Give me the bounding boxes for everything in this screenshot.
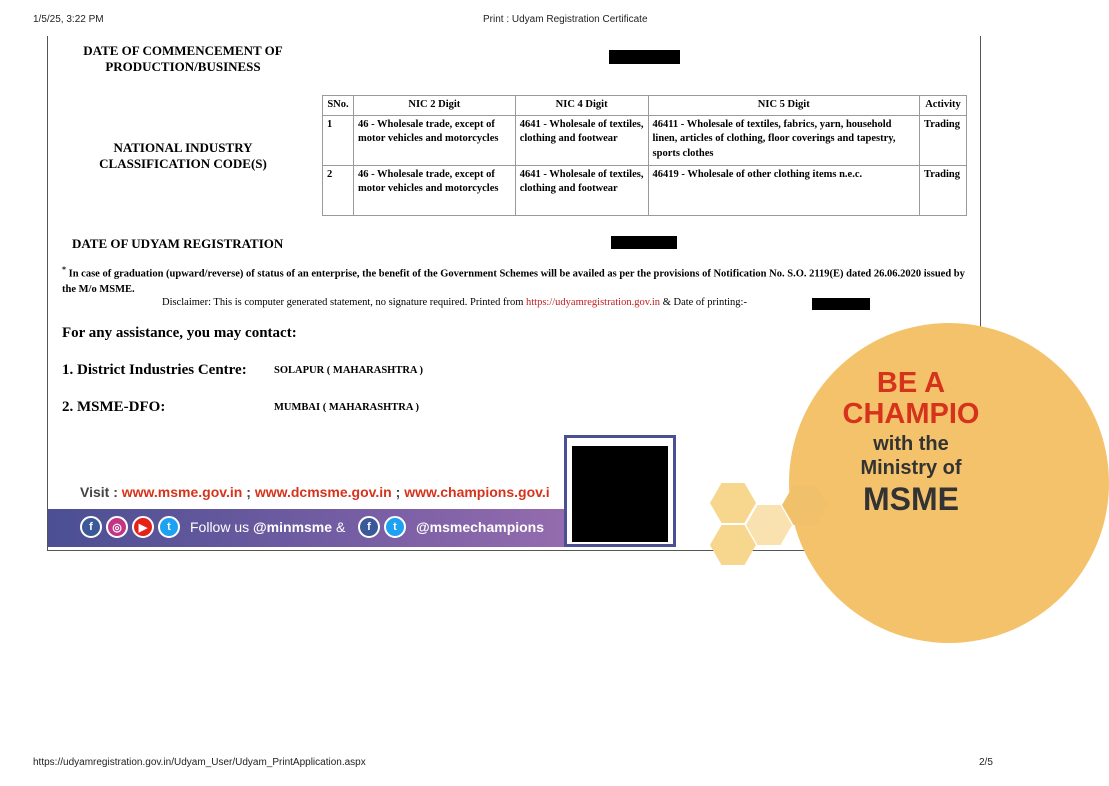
dcmsme-site-link[interactable]: www.dcmsme.gov.in bbox=[254, 484, 392, 500]
redacted-print-date bbox=[812, 298, 870, 310]
udyam-link[interactable]: https://udyamregistration.gov.in bbox=[526, 297, 661, 308]
disclaimer-text: Disclaimer: This is computer generated statement, no signature required. Printed from bbox=[162, 297, 524, 308]
cell-nic5: 46419 - Wholesale of other clothing items n.e.c. bbox=[648, 165, 919, 215]
commencement-label: DATE OF COMMENCEMENT OF PRODUCTION/BUSINESS bbox=[83, 43, 283, 74]
qr-code bbox=[564, 435, 676, 547]
cell-activity: Trading bbox=[919, 165, 966, 215]
champ-line-5: MSME bbox=[863, 481, 959, 517]
assistance-heading: For any assistance, you may contact: bbox=[62, 325, 297, 341]
cell-nic4: 4641 - Wholesale of textiles, clothing and footwear bbox=[515, 115, 648, 165]
table-row bbox=[323, 165, 967, 215]
cell-sno: 2 bbox=[323, 165, 354, 215]
disclaimer-suffix: & Date of printing:- bbox=[662, 297, 747, 308]
dfo-value: MUMBAI ( MAHARASHTRA ) bbox=[274, 402, 419, 413]
facebook-icon[interactable]: f bbox=[80, 516, 102, 538]
cell-nic4: 4641 - Wholesale of textiles, clothing and footwear bbox=[515, 165, 648, 215]
note-text: In case of graduation (upward/reverse) of status of an enterprise, the benefit of the Government Schemes will be availed as per the provisions of Notification No. S.O. 2119(E) dated 26.06.2020 issued by the M/o MSME. bbox=[62, 268, 965, 295]
nic-table bbox=[322, 95, 967, 216]
instagram-icon[interactable]: ◎ bbox=[106, 516, 128, 538]
twitter-icon[interactable]: t bbox=[158, 516, 180, 538]
note-asterisk: * bbox=[62, 265, 66, 274]
champ-line-3: with the bbox=[873, 433, 949, 455]
dfo-label: 2. MSME-DFO: bbox=[62, 399, 166, 415]
col-activity: Activity bbox=[919, 96, 966, 116]
hexagon-icon bbox=[746, 505, 792, 545]
redacted-commencement-date bbox=[609, 50, 680, 64]
hexagon-icon bbox=[710, 525, 756, 565]
nic-label: NATIONAL INDUSTRY CLASSIFICATION CODE(S) bbox=[99, 140, 267, 171]
print-datetime: 1/5/25, 3:22 PM bbox=[33, 14, 104, 25]
msme-site-link[interactable]: www.msme.gov.in bbox=[121, 484, 243, 500]
col-sno: SNo. bbox=[323, 96, 354, 116]
cell-nic5: 46411 - Wholesale of textiles, fabrics, yarn, household linen, articles of clothing, floor coverings and tapestry, sports clothes bbox=[648, 115, 919, 165]
visit-line bbox=[80, 484, 550, 500]
nic-table-header bbox=[323, 96, 967, 116]
hexagon-icon bbox=[710, 483, 756, 523]
dic-value: SOLAPUR ( MAHARASHTRA ) bbox=[274, 365, 424, 376]
separator: ; bbox=[395, 484, 401, 500]
cell-nic2: 46 - Wholesale trade, except of motor vehicles and motorcycles bbox=[353, 165, 515, 215]
champ-line-2: CHAMPIO bbox=[842, 398, 980, 430]
twitter-icon[interactable]: t bbox=[384, 516, 406, 538]
cell-sno: 1 bbox=[323, 115, 354, 165]
redacted-registration-date bbox=[611, 236, 677, 249]
col-nic5: NIC 5 Digit bbox=[648, 96, 919, 116]
handle-minmsme: @minmsme bbox=[253, 519, 333, 535]
registration-label: DATE OF UDYAM REGISTRATION bbox=[72, 236, 284, 251]
facebook-icon[interactable]: f bbox=[358, 516, 380, 538]
handle-msmechampions: @msmechampions bbox=[416, 519, 545, 535]
social-bar bbox=[48, 509, 608, 547]
col-nic4: NIC 4 Digit bbox=[515, 96, 648, 116]
youtube-icon[interactable]: ▶ bbox=[132, 516, 154, 538]
champ-line-1: BE A bbox=[876, 367, 946, 399]
table-row bbox=[323, 115, 967, 165]
champ-line-4: Ministry of bbox=[860, 457, 962, 479]
champions-site-link[interactable]: www.champions.gov.i bbox=[404, 484, 550, 500]
disclaimer bbox=[162, 297, 747, 308]
visit-prefix: Visit : bbox=[80, 484, 118, 500]
follow-text bbox=[190, 519, 345, 535]
cell-nic2: 46 - Wholesale trade, except of motor vehicles and motorcycles bbox=[353, 115, 515, 165]
ampersand: & bbox=[335, 519, 346, 535]
graduation-note bbox=[62, 262, 972, 297]
print-title: Print : Udyam Registration Certificate bbox=[483, 14, 648, 25]
print-page-number: 2/5 bbox=[979, 757, 993, 768]
redacted-qr bbox=[572, 446, 668, 542]
col-nic2: NIC 2 Digit bbox=[353, 96, 515, 116]
dic-label: 1. District Industries Centre: bbox=[62, 362, 247, 378]
follow-prefix: Follow us bbox=[190, 519, 250, 535]
cell-activity: Trading bbox=[919, 115, 966, 165]
follow-text-2 bbox=[416, 519, 544, 535]
separator: ; bbox=[246, 484, 251, 500]
print-url: https://udyamregistration.gov.in/Udyam_User/Udyam_PrintApplication.aspx bbox=[33, 757, 366, 768]
